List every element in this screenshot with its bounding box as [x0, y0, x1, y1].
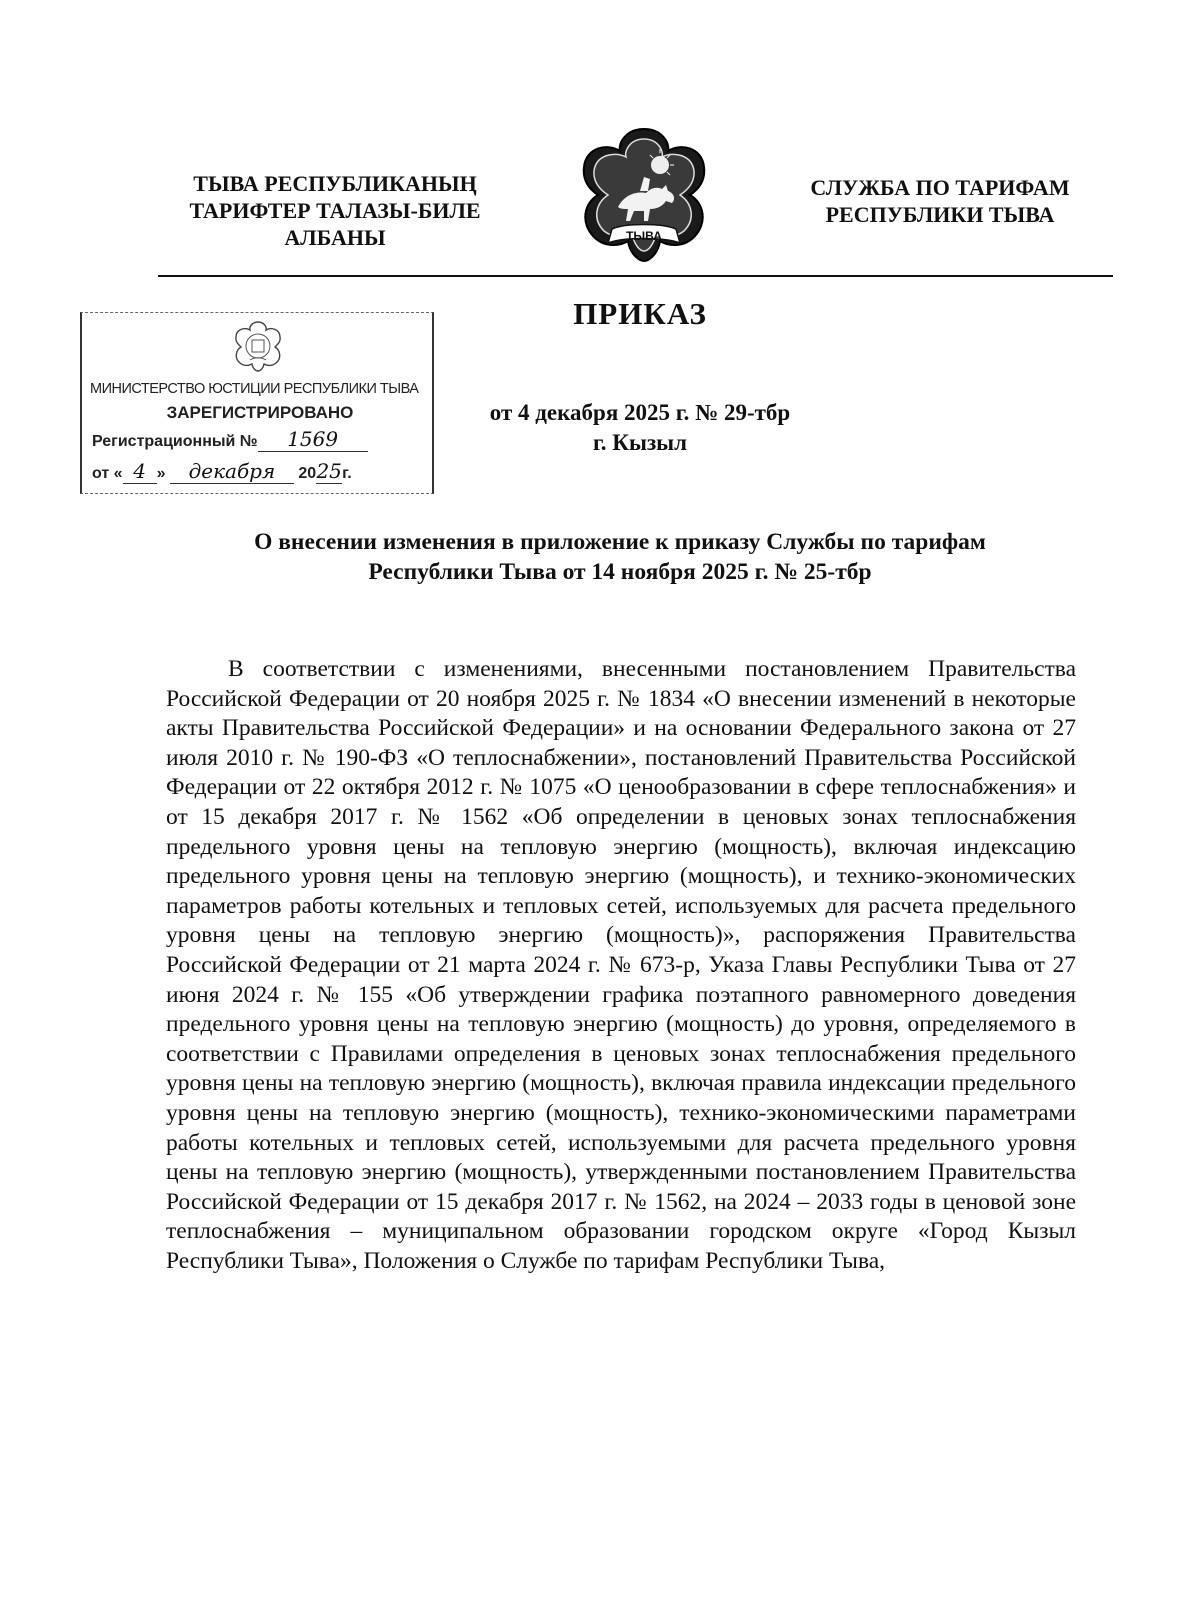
issuer-tuvan-line-1: ТЫВА РЕСПУБЛИКАНЫҢ	[193, 171, 477, 196]
stamp-reg-number: 1569	[258, 427, 368, 452]
stamp-date-mid: »	[156, 465, 166, 482]
stamp-ministry-name: МИНИСТЕРСТВО ЮСТИЦИИ РЕСПУБЛИКИ ТЫВА	[90, 381, 419, 397]
order-subject-line-2: Республики Тыва от 14 ноября 2025 г. № 25-тбр	[368, 559, 872, 585]
document-type: ПРИКАЗ	[573, 296, 707, 331]
stamp-reg-label: Регистрационный №	[92, 433, 258, 450]
stamp-registration-line	[92, 427, 368, 452]
issuer-russian-line-1: СЛУЖБА ПО ТАРИФАМ	[810, 175, 1070, 200]
stamp-date-day: 4	[123, 459, 157, 484]
stamp-date-year-prefix: 20	[298, 465, 317, 482]
issuer-tuvan-line-2: ТАРИФТЕР ТАЛАЗЫ-БИЛЕ	[189, 198, 481, 223]
stamp-date-suffix: г.	[342, 465, 352, 482]
issuer-name-tuvan	[155, 170, 515, 251]
stamp-status: ЗАРЕГИСТРИРОВАНО	[166, 403, 354, 422]
order-city: г. Кызыл	[592, 430, 688, 455]
stamp-date-year: 25	[316, 459, 342, 483]
order-date-number: от 4 декабря 2025 г. № 29-тбр	[489, 400, 791, 425]
stamp-date-line	[92, 459, 352, 484]
tuva-coat-of-arms-icon	[570, 125, 718, 265]
registration-stamp	[80, 312, 434, 494]
body-paragraph: В соответствии с изменениями, внесенными постановлением Правительства Российской Федерации от 20 ноября 2025 г. № 1834 «О внесении изменений в некоторые акты Правительства Российской Федерации» и на основании Федерального закона от 27 июля 2010 г. № 190-ФЗ «О теплоснабжении», постановлений Правительства Российской Федерации от 22 октября 2012 г. № 1075 «О ценообразовании в сфере теплоснабжения» и от 15 декабря 2017 г. № 1562 «Об определении в ценовых зонах теплоснабжения предельного уровня цены на тепловую энергию (мощность), включая индексацию предельного уровня цены на тепловую энергию (мощность), и технико-экономических параметров работы котельных и тепловых сетей, используемых для расчета предельного уровня цены на тепловую энергию (мощность)», распоряжения Правительства Российской Федерации от 21 марта 2024 г. № 673-р, Указа Главы Республики Тыва от 27 июня 2024 г. № 155 «Об утверждении графика поэтапного равномерного доведения предельного уровня цены на тепловую энергию (мощность) до уровня, определяемого в соответствии с Правилами определения в ценовых зонах теплоснабжения предельного уровня цены на тепловую энергию (мощность), включая правила индексации предельного уровня цены на тепловую энергию (мощность), технико-экономическими параметрами работы котельных и тепловых сетей, используемыми для расчета предельного уровня цены на тепловую энергию (мощность), утвержденными постановлением Правительства Российской Федерации от 15 декабря 2017 г. № 1562, на 2024 – 2033 годы в ценовой зоне теплоснабжения – муниципальном образовании городском округе «Город Кызыл Республики Тыва», Положения о Службе по тарифам Республики Тыва,	[166, 656, 1076, 1274]
issuer-tuvan-line-3: АЛБАНЫ	[284, 225, 386, 250]
issuer-name-russian	[770, 174, 1110, 228]
stamp-emblem-icon	[230, 319, 286, 373]
order-subject-line-1: О внесении изменения в приложение к приказу Службы по тарифам	[254, 529, 986, 555]
header-divider	[158, 275, 1113, 277]
stamp-date-prefix: от «	[92, 465, 123, 482]
order-subject	[150, 527, 1090, 587]
stamp-date-month: декабря	[170, 459, 294, 484]
order-info	[440, 398, 840, 458]
issuer-russian-line-2: РЕСПУБЛИКИ ТЫВА	[825, 202, 1055, 227]
emblem-ribbon-text: ТЫВА	[626, 229, 662, 243]
